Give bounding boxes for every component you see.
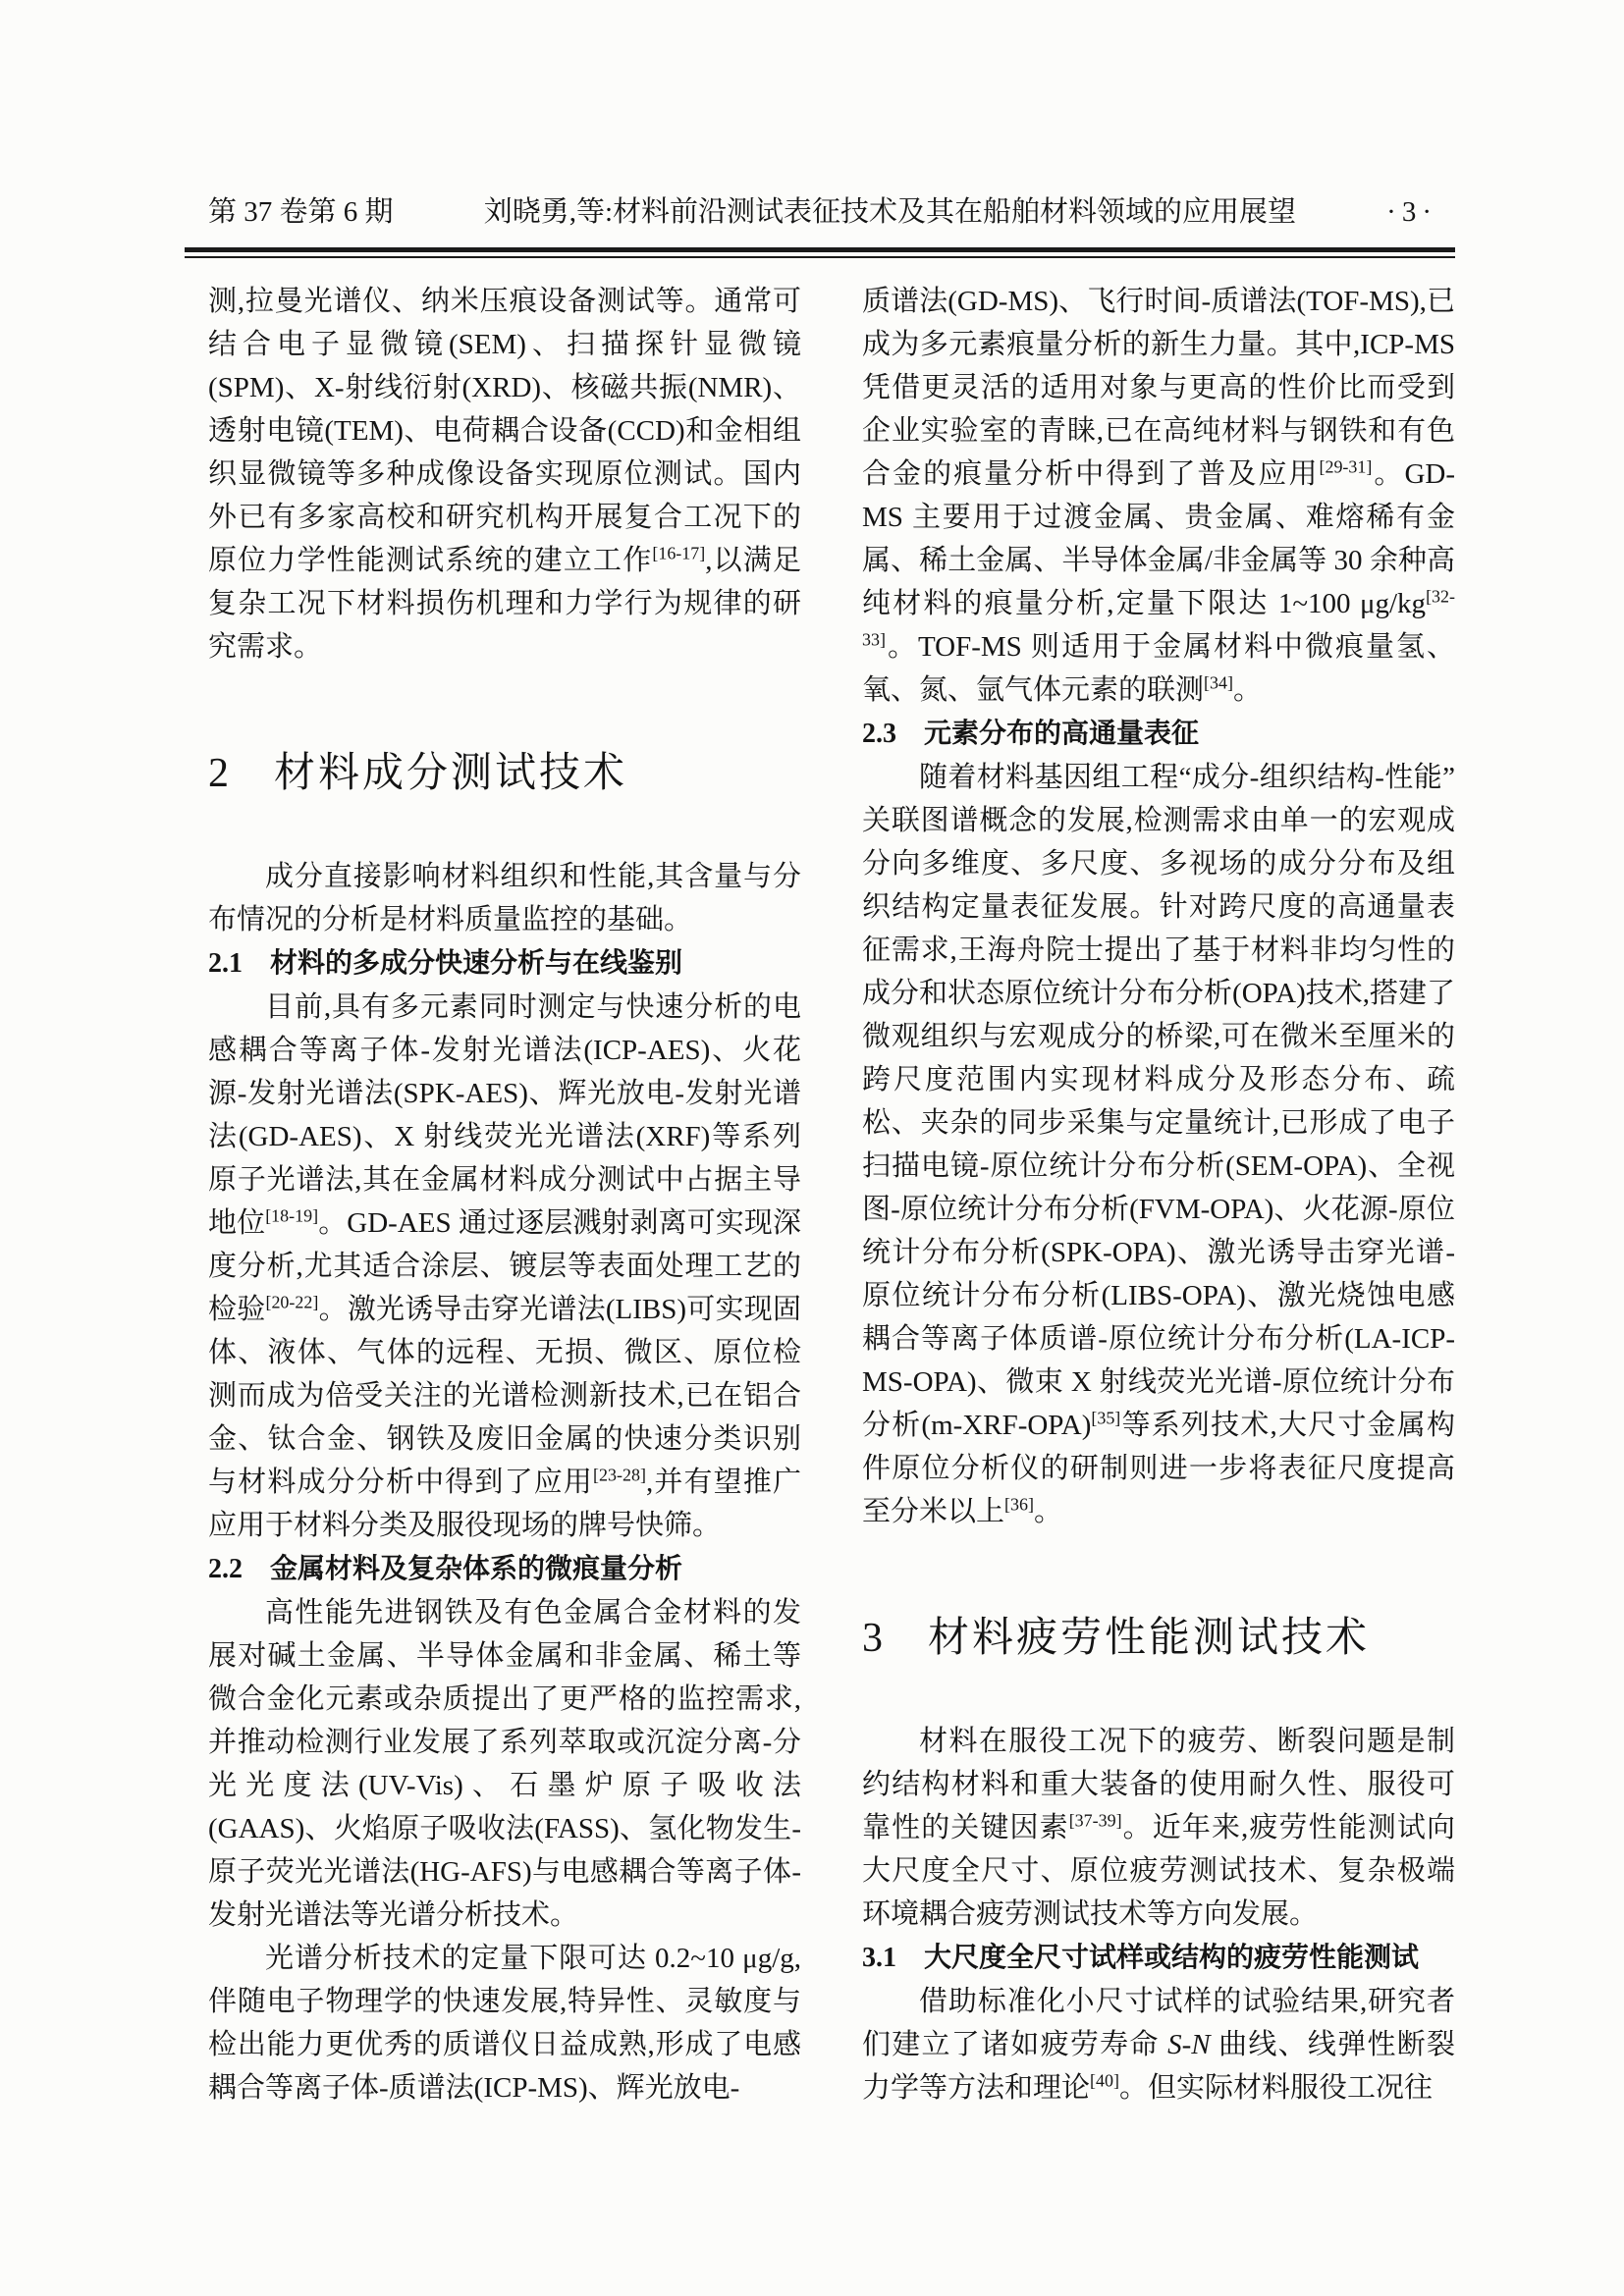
heading-title: 材料的多成分快速分析与在线鉴别 xyxy=(270,947,683,978)
citation-superscript: [35] xyxy=(1091,1408,1121,1428)
subsection-heading xyxy=(208,941,801,986)
right-column xyxy=(862,280,1455,2109)
heading-number: 2 xyxy=(208,751,229,796)
paragraph: 目前,具有多元素同时测定与快速分析的电感耦合等离子体-发射光谱法(ICP-AES)、火花源-发射光谱法(SPK-AES)、辉光放电-发射光谱法(GD-AES)、X 射线荧光光谱法(XRF)等系列原子光谱法,其在金属材料成分测试中占据主导地位[18-19]。GD-AES 通过逐层溅射剥离可实现深度分析,尤其适合涂层、镀层等表面处理工艺的检验[20-22]。激光诱导击穿光谱法(LIBS)可实现固体、液体、气体的远程、无损、微区、原位检测而成为倍受关注的光谱检测新技术,已在铝合金、钛合金、钢铁及废旧金属的快速分类识别与材料成分分析中得到了应用[23-28],并有望推广应用于材料分类及服役现场的牌号快筛。 xyxy=(208,991,801,1541)
left-column xyxy=(208,280,801,2109)
citation-superscript: [20-22] xyxy=(265,1292,319,1312)
section-heading xyxy=(862,1614,1455,1663)
citation-superscript: [23-28] xyxy=(593,1465,646,1485)
journal-issue: 第 37 卷第 6 期 xyxy=(208,196,394,228)
heading-number: 3 xyxy=(862,1616,883,1661)
paragraph: 成分直接影响材料组织和性能,其含量与分布情况的分析是材料质量监控的基础。 xyxy=(208,861,801,935)
citation-superscript: [36] xyxy=(1004,1494,1034,1515)
heading-title: 元素分布的高通量表征 xyxy=(924,718,1200,748)
heading-number: 2.3 xyxy=(862,719,896,749)
citation-superscript: [32-33] xyxy=(862,586,1455,650)
citation-superscript: [40] xyxy=(1090,2070,1119,2091)
subsection-heading xyxy=(862,1936,1455,1980)
citation-superscript: [16-17] xyxy=(652,543,706,563)
italic-term: S-N xyxy=(1167,2029,1211,2060)
heading-title: 金属材料及复杂体系的微痕量分析 xyxy=(270,1553,683,1583)
section-heading xyxy=(208,749,801,798)
paragraph: 借助标准化小尺寸试样的试验结果,研究者们建立了诸如疲劳寿命 S-N 曲线、线弹性断裂力学等方法和理论[40]。但实际材料服役工况往 xyxy=(862,1986,1455,2104)
paragraph: 测,拉曼光谱仪、纳米压痕设备测试等。通常可结合电子显微镜(SEM)、扫描探针显微镜(SPM)、X-射线衍射(XRD)、核磁共振(NMR)、透射电镜(TEM)、电荷耦合设备(CCD)和金相组织显微镜等多种成像设备实现原位测试。国内外已有多家高校和研究机构开展复合工况下的原位力学性能测试系统的建立工作[16-17],以满足复杂工况下材料损伤机理和力学行为规律的研究需求。 xyxy=(208,286,801,663)
running-title: 刘晓勇,等:材料前沿测试表征技术及其在船舶材料领域的应用展望 xyxy=(483,196,1296,228)
subsection-heading xyxy=(862,712,1455,756)
citation-superscript: [34] xyxy=(1204,672,1233,693)
heading-number: 3.1 xyxy=(862,1943,896,1973)
heading-title: 材料疲劳性能测试技术 xyxy=(928,1616,1371,1661)
citation-superscript: [18-19] xyxy=(265,1205,319,1226)
paragraph: 随着材料基因组工程“成分-组织结构-性能”关联图谱概念的发展,检测需求由单一的宏观成分向多维度、多尺度、多视场的成分分布及组织结构定量表征发展。针对跨尺度的高通量表征需求,王海舟院士提出了基于材料非均匀性的成分和状态原位统计分布分析(OPA)技术,搭建了微观组织与宏观成分的桥梁,可在微米至厘米的跨尺度范围内实现材料成分及形态分布、疏松、夹杂的同步采集与定量统计,已形成了电子扫描电镜-原位统计分布分析(SEM-OPA)、全视图-原位统计分布分析(FVM-OPA)、火花源-原位统计分布分析(SPK-OPA)、激光诱导击穿光谱-原位统计分布分析(LIBS-OPA)、激光烧蚀电感耦合等离子体质谱-原位统计分布分析(LA-ICP-MS-OPA)、微束 X 射线荧光光谱-原位统计分布分析(m-XRF-OPA)[35]等系列技术,大尺寸金属构件原位分析仪的研制则进一步将表征尺度提高至分米以上[36]。 xyxy=(862,762,1455,1527)
heading-title: 材料成分测试技术 xyxy=(274,751,628,796)
heading-number: 2.2 xyxy=(208,1554,243,1584)
page-header xyxy=(208,192,1437,232)
paragraph: 质谱法(GD-MS)、飞行时间-质谱法(TOF-MS),已成为多元素痕量分析的新生力量。其中,ICP-MS 凭借更灵活的适用对象与更高的性价比而受到企业实验室的青睐,已在高纯材料与钢铁和有色合金的痕量分析中得到了普及应用[29-31]。GD-MS 主要用于过渡金属、贵金属、难熔稀有金属、稀土金属、半导体金属/非金属等 30 余种高纯材料的痕量分析,定量下限达 1~100 μg/kg[32-33]。TOF-MS 则适用于金属材料中微痕量氢、氧、氮、氩气体元素的联测[34]。 xyxy=(862,286,1455,706)
citation-superscript: [29-31] xyxy=(1319,456,1373,477)
paragraph: 材料在服役工况下的疲劳、断裂问题是制约结构材料和重大装备的使用耐久性、服役可靠性的关键因素[37-39]。近年来,疲劳性能测试向大尺度全尺寸、原位疲劳测试技术、复杂极端环境耦合疲劳测试技术等方向发展。 xyxy=(862,1726,1455,1930)
page-number: ·3· xyxy=(1386,196,1437,228)
heading-title: 大尺度全尺寸试样或结构的疲劳性能测试 xyxy=(924,1942,1420,1972)
subsection-heading xyxy=(208,1547,801,1591)
heading-number: 2.1 xyxy=(208,948,243,979)
header-rule xyxy=(185,247,1455,258)
citation-superscript: [37-39] xyxy=(1068,1810,1122,1831)
paragraph: 光谱分析技术的定量下限可达 0.2~10 μg/g,伴随电子物理学的快速发展,特异性、灵敏度与检出能力更优秀的质谱仪日益成熟,形成了电感耦合等离子体-质谱法(ICP-MS)、辉光放电- xyxy=(208,1943,801,2104)
header-rule-thin xyxy=(185,256,1455,258)
header-rule-thick xyxy=(185,247,1455,252)
paragraph: 高性能先进钢铁及有色金属合金材料的发展对碱土金属、半导体金属和非金属、稀土等微合金化元素或杂质提出了更严格的监控需求,并推动检测行业发展了系列萃取或沉淀分离-分光光度法(UV-Vis)、石墨炉原子吸收法(GAAS)、火焰原子吸收法(FASS)、氢化物发生-原子荧光光谱法(HG-AFS)与电感耦合等离子体-发射光谱法等光谱分析技术。 xyxy=(208,1597,801,1931)
